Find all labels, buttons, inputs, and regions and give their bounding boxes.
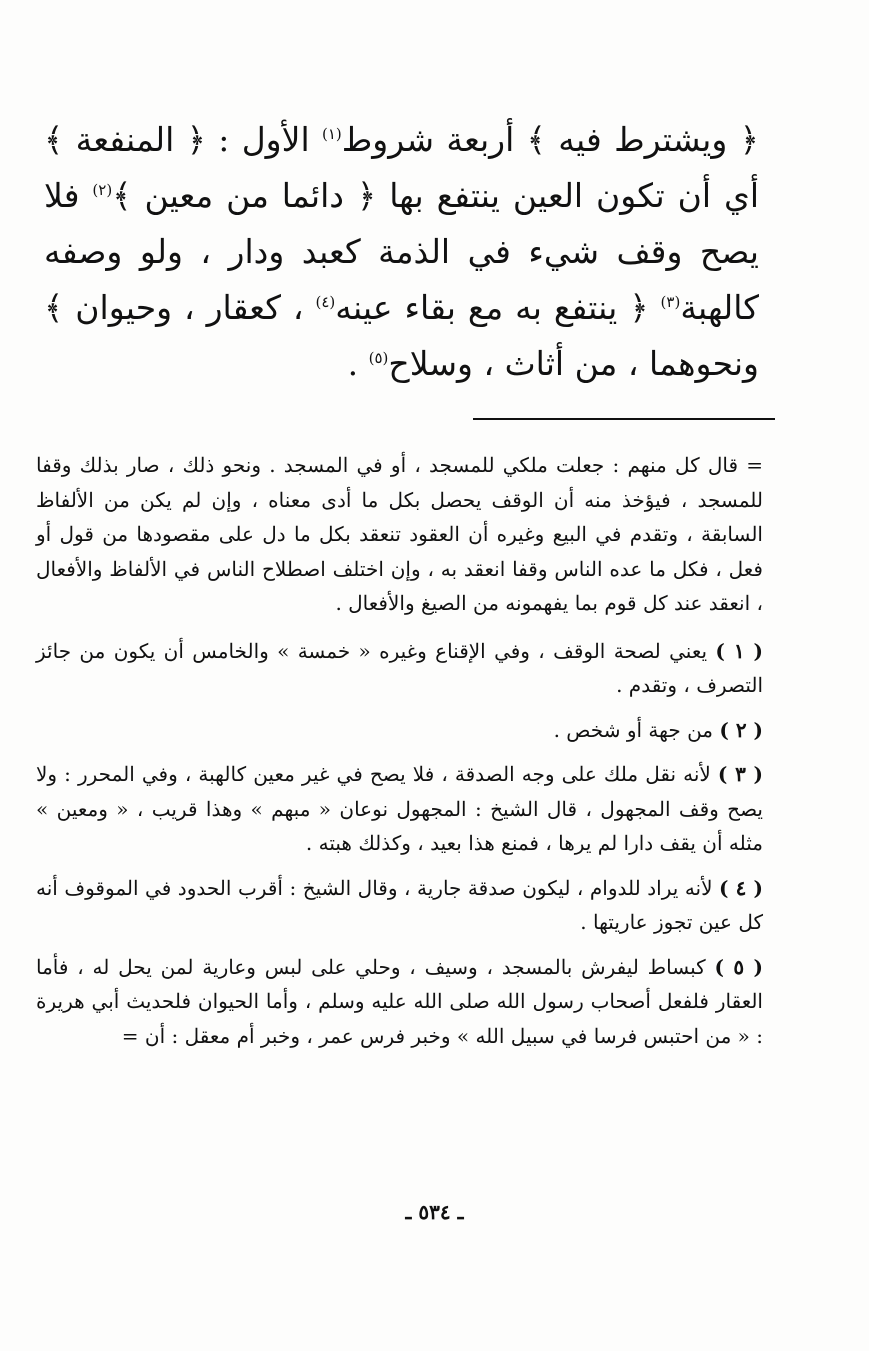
footnote-2 (36, 713, 763, 748)
footnote-text: من جهة أو شخص . (553, 717, 720, 742)
footnote-5 (36, 950, 763, 1054)
footnote-1 (36, 634, 763, 703)
footnote-text: يعني لصحة الوقف ، وفي الإقناع وغيره « خمسة » والخامس أن يكون من جائز التصرف ، وتقدم . (36, 638, 763, 697)
footnote-number: ( ١ ) (715, 638, 763, 663)
main-text (44, 112, 759, 392)
footnote-3 (36, 757, 763, 861)
main-paragraph (44, 112, 759, 392)
footnote-ref: (١) (321, 125, 342, 143)
footnote-ref: (٣) (660, 293, 681, 311)
main-text-segment: ﴿ ويشترط فيه ﴾ أربعة شروط (341, 120, 759, 159)
footnote-4 (36, 871, 763, 940)
footnote-number: ( ٣ ) (717, 762, 763, 786)
footnote-ref: (٢) (92, 181, 113, 199)
page-number: ـ ٥٣٤ ـ (405, 1200, 464, 1224)
main-text-segment: ، كعقار ، وحيوان ﴾ ونحوهما ، من أثاث ، وسلاح (44, 288, 759, 383)
footnote-ref: (٤) (315, 293, 336, 311)
main-text-segment: ﴿ ينتفع به مع بقاء عينه (335, 288, 661, 327)
main-text-segment: الأول : ﴿ المنفعة ﴾ أي أن تكون العين ينتفع بها ﴿ دائما من معين ﴾ (44, 120, 759, 215)
main-text-segment: . (347, 344, 369, 383)
footnote-continuation: = قال كل منهم : جعلت ملكي للمسجد ، أو في المسجد . ونحو ذلك ، صار بذلك وقفا للمسجد ، فيؤخذ منه أن الوقف يحصل بكل ما أدى معناه ، وإن لم يكن من الألفاظ السابقة ، وتقدم في البيع وغيره أن العقود تنعقد بكل ما دل على مقصودها من قول أو فعل ، فكل ما عده الناس وقفا انعقد به ، وإن اختلف اصطلاح الناس في الألفاظ والأفعال ، انعقد عند كل قوم بما يفهمونه من الصيغ والأفعال . (36, 453, 763, 615)
footnote-text: لأنه يراد للدوام ، ليكون صدقة جارية ، وقال الشيخ : أقرب الحدود في الموقوف أنه كل عين تجوز عاريتها . (36, 875, 763, 934)
footnote-divider (473, 418, 775, 420)
footnote-number: ( ٥ ) (714, 954, 763, 979)
footnote-ref: (٥) (368, 349, 389, 367)
footnote-number: ( ٢ ) (719, 717, 763, 742)
footnote-number: ( ٤ ) (719, 875, 763, 900)
main-text-segment: فلا يصح وقف شيء في الذمة كعبد ودار ، ولو وصفه كالهبة (44, 176, 759, 327)
footnotes-section (36, 448, 763, 1063)
footnote-text: لأنه نقل ملك على وجه الصدقة ، فلا يصح في غير معين كالهبة ، وفي المحرر : ولا يصح وقف المجهول ، قال الشيخ : المجهول نوعان « مبهم » وهذا قريب ، « ومعين » مثله أن يقف دارا لم يرها ، فمنع هذا بعيد ، وكذلك هبته . (36, 762, 763, 855)
footnote-text: كبساط ليفرش بالمسجد ، وسيف ، وحلي على لبس وعارية لمن يحل له ، فأما العقار فلفعل أصحاب رسول الله صلى الله عليه وسلم ، وأما الحيوان فلحديث أبي هريرة : « من احتبس فرسا في سبيل الله » وخبر فرس عمر ، وخبر أم معقل : أن = (36, 954, 763, 1048)
